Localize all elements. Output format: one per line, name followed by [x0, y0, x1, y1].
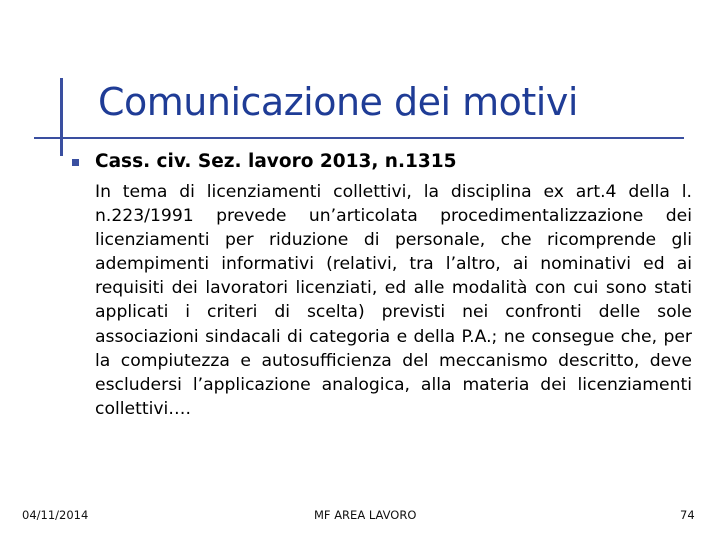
footer-page-number: 74	[680, 508, 695, 522]
bullet-body-text: In tema di licenziamenti collettivi, la disciplina ex art.4 della l. n.223/1991 prevede un’articolata procedimentalizzazione dei licenziamenti per riduzione di personale, che ricomprende gli adempimenti informativi (relativi, tra l’altro, ai nominativi ed ai requisiti dei lavoratori licenziati, ed alle modalità con cui sono stati applicati i criteri di scelta) previsti nei confronti delle sole associazioni sindacali di categoria e della P.A.; ne consegue che, per la compiutezza e autosufficienza del meccanismo descritto, deve escludersi l’applicazione analogica, alla materia dei licenziamenti collettivi….	[95, 182, 692, 419]
square-bullet-icon	[72, 159, 79, 166]
slide-title: Comunicazione dei motivi	[98, 80, 578, 124]
title-horizontal-rule	[34, 137, 684, 139]
bullet-heading: Cass. civ. Sez. lavoro 2013, n.1315	[95, 151, 457, 172]
title-vertical-rule	[60, 78, 63, 156]
footer-date: 04/11/2014	[22, 508, 89, 522]
footer-center-text: MF AREA LAVORO	[314, 508, 417, 522]
bullet-item	[60, 150, 692, 421]
slide-content	[60, 150, 692, 421]
